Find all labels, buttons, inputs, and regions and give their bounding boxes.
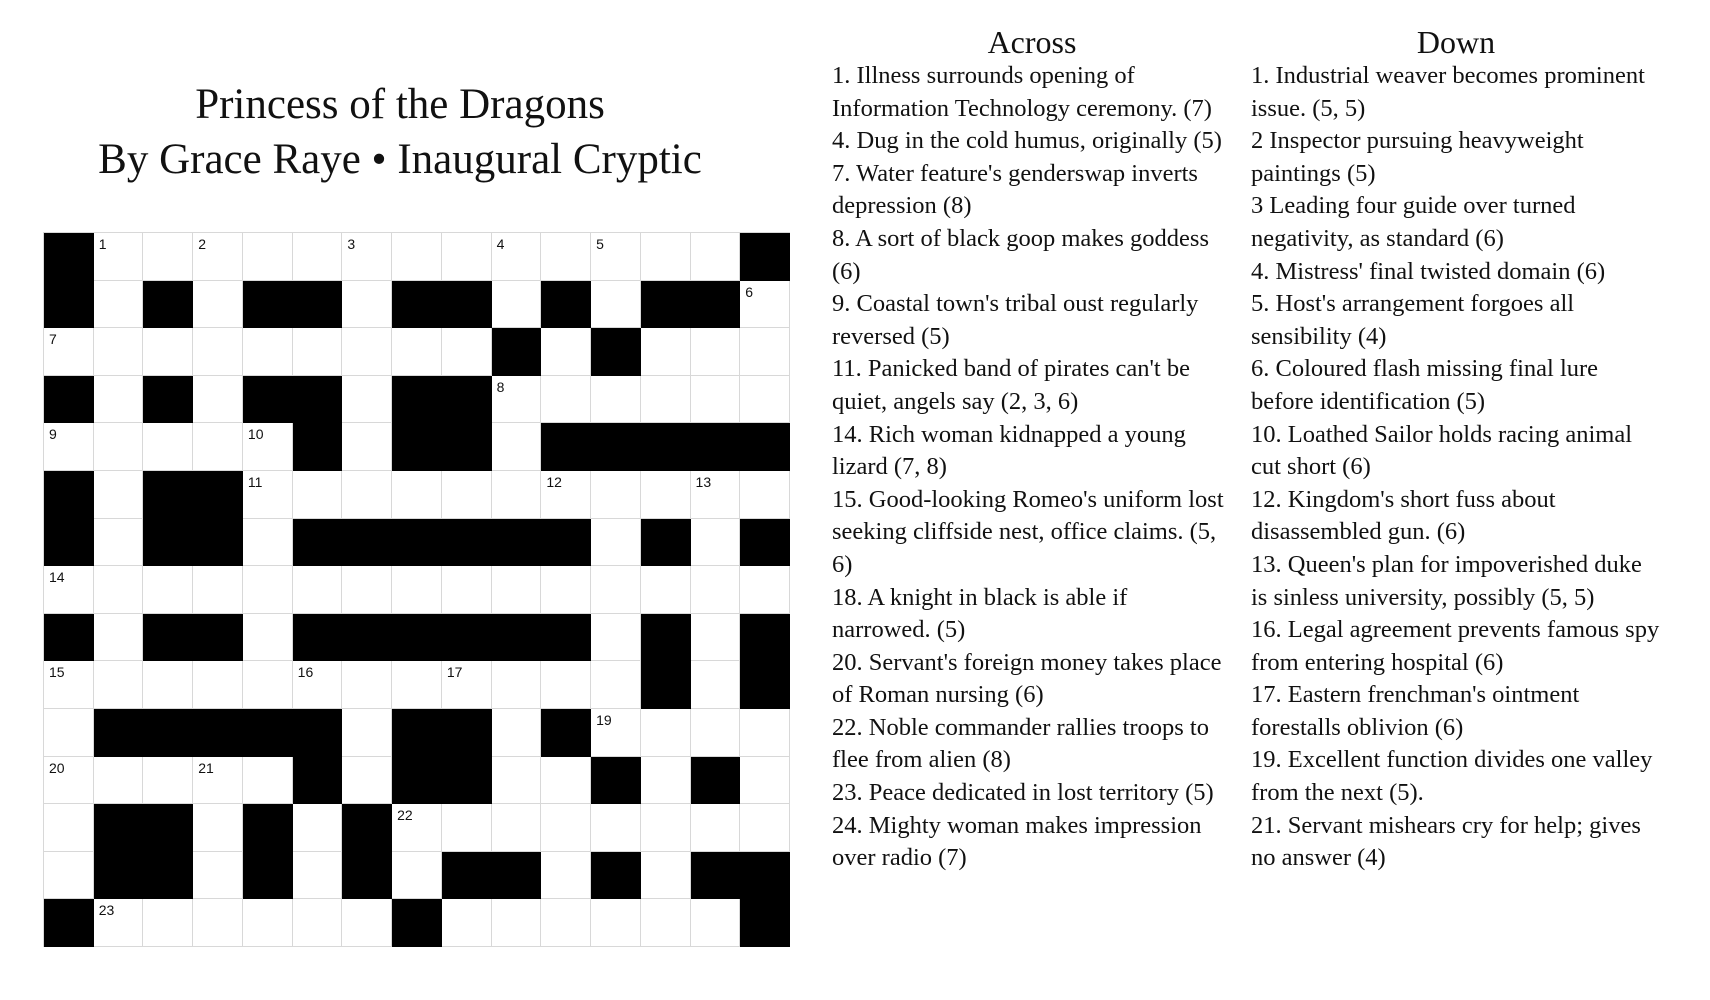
grid-block — [691, 423, 741, 471]
grid-cell[interactable] — [492, 233, 542, 281]
grid-cell[interactable] — [442, 328, 492, 376]
grid-cell[interactable] — [143, 328, 193, 376]
down-clue[interactable]: 16. Legal agreement prevents famous spy from entering hospital (6) — [1251, 616, 1660, 676]
grid-cell[interactable] — [293, 566, 343, 614]
grid-block — [392, 376, 442, 424]
grid-block — [691, 757, 741, 805]
grid-block — [44, 233, 94, 281]
grid-block — [442, 852, 492, 900]
grid-cell[interactable] — [442, 804, 492, 852]
grid-cell[interactable] — [44, 804, 94, 852]
grid-block — [143, 519, 193, 567]
grid-cell[interactable] — [691, 804, 741, 852]
grid-block — [541, 281, 591, 329]
grid-block — [442, 423, 492, 471]
grid-block — [94, 852, 144, 900]
grid-cell[interactable] — [641, 471, 691, 519]
grid-cell[interactable] — [392, 233, 442, 281]
grid-cell[interactable] — [492, 423, 542, 471]
across-clue[interactable]: 18. A knight in black is able if narrowed. (5) — [832, 583, 1128, 644]
grid-cell[interactable] — [342, 661, 392, 709]
grid-cell[interactable] — [541, 757, 591, 805]
grid-block — [492, 328, 542, 376]
grid-cell[interactable] — [392, 804, 442, 852]
grid-block — [691, 281, 741, 329]
grid-cell[interactable] — [342, 709, 392, 757]
grid-cell[interactable] — [591, 661, 641, 709]
grid-block — [193, 614, 243, 662]
grid-cell[interactable] — [342, 757, 392, 805]
clue-number: 16 — [297, 664, 314, 681]
grid-block — [293, 614, 343, 662]
grid-cell[interactable] — [392, 471, 442, 519]
grid-cell[interactable] — [243, 757, 293, 805]
grid-block — [392, 423, 442, 471]
grid-cell[interactable] — [541, 899, 591, 947]
grid-cell[interactable] — [342, 471, 392, 519]
across-clue[interactable]: 8. A sort of black goop makes goddess (6) — [832, 224, 1209, 285]
grid-cell[interactable] — [442, 471, 492, 519]
grid-cell[interactable] — [143, 423, 193, 471]
grid-block — [143, 804, 193, 852]
grid-cell[interactable] — [193, 328, 243, 376]
grid-cell[interactable] — [392, 566, 442, 614]
grid-cell[interactable] — [591, 471, 641, 519]
grid-block — [492, 519, 542, 567]
grid-block — [641, 661, 691, 709]
grid-block — [392, 281, 442, 329]
grid-cell[interactable] — [193, 899, 243, 947]
clue-number: 23 — [98, 902, 115, 919]
grid-block — [143, 709, 193, 757]
grid-cell[interactable] — [44, 757, 94, 805]
grid-cell[interactable] — [492, 709, 542, 757]
grid-cell[interactable] — [243, 566, 293, 614]
grid-cell[interactable] — [591, 376, 641, 424]
grid-block — [591, 852, 641, 900]
grid-block — [193, 709, 243, 757]
grid-cell[interactable] — [641, 757, 691, 805]
grid-cell[interactable] — [243, 614, 293, 662]
grid-cell[interactable] — [691, 566, 741, 614]
grid-block — [541, 709, 591, 757]
grid-block — [392, 757, 442, 805]
grid-block — [193, 519, 243, 567]
grid-block — [94, 804, 144, 852]
grid-block — [740, 661, 790, 709]
down-clue[interactable]: 13. Queen's plan for impoverished duke is sinless university, possibly (5, 5) — [1251, 550, 1642, 611]
grid-block — [591, 328, 641, 376]
grid-block — [243, 804, 293, 852]
across-clue[interactable]: 14. Rich woman kidnapped a young lizard (7, 8) — [832, 420, 1186, 481]
grid-cell[interactable] — [243, 423, 293, 471]
grid-cell[interactable] — [442, 899, 492, 947]
crossword-grid — [43, 232, 790, 947]
down-clues-panel — [1251, 24, 1661, 875]
clue-number: 22 — [397, 807, 413, 824]
clue-number: 17 — [446, 664, 463, 681]
grid-cell[interactable] — [293, 852, 343, 900]
grid-cell[interactable] — [591, 614, 641, 662]
clue-number: 3 — [347, 236, 356, 252]
puzzle-title: Princess of the Dragons — [195, 81, 605, 128]
grid-cell[interactable] — [541, 376, 591, 424]
across-clue[interactable]: 9. Coastal town's tribal oust regularly reversed (5) — [832, 290, 1199, 350]
grid-cell[interactable] — [342, 566, 392, 614]
clue-number: 14 — [49, 569, 65, 586]
grid-cell[interactable] — [94, 519, 144, 567]
grid-cell[interactable] — [94, 423, 144, 471]
grid-cell[interactable] — [641, 852, 691, 900]
across-clue-list — [832, 60, 1232, 875]
across-clue[interactable]: 20. Servant's foreign money takes place of Roman nursing (6) — [832, 648, 1222, 709]
grid-cell[interactable] — [243, 471, 293, 519]
grid-block — [143, 281, 193, 329]
down-clue[interactable]: 5. Host's arrangement forgoes all sensibility (4) — [1251, 290, 1575, 350]
grid-block — [740, 852, 790, 900]
grid-cell[interactable] — [193, 757, 243, 805]
grid-block — [641, 281, 691, 329]
across-clue[interactable]: 1. Illness surrounds opening of Information Technology ceremony. (7) — [832, 62, 1212, 122]
grid-cell[interactable] — [591, 233, 641, 281]
grid-cell[interactable] — [94, 471, 144, 519]
down-clue[interactable]: 17. Eastern frenchman's ointment forestalls oblivion (6) — [1251, 681, 1580, 741]
clue-number: 4 — [496, 236, 505, 252]
grid-block — [740, 423, 790, 471]
grid-cell[interactable] — [691, 899, 741, 947]
grid-block — [442, 709, 492, 757]
grid-block — [392, 519, 442, 567]
grid-cell[interactable] — [541, 471, 591, 519]
grid-cell[interactable] — [94, 661, 144, 709]
grid-block — [591, 423, 641, 471]
grid-cell[interactable] — [541, 566, 591, 614]
grid-block — [44, 519, 94, 567]
grid-cell[interactable] — [392, 328, 442, 376]
grid-block — [44, 899, 94, 947]
down-heading: Down — [1416, 24, 1496, 60]
grid-cell[interactable] — [44, 423, 94, 471]
across-clue[interactable]: 24. Mighty woman makes impression over radio (7) — [832, 811, 1202, 872]
grid-block — [442, 614, 492, 662]
grid-cell[interactable] — [691, 614, 741, 662]
grid-block — [243, 709, 293, 757]
grid-block — [293, 519, 343, 567]
down-clue[interactable]: 1. Industrial weaver becomes prominent issue. (5, 5) — [1251, 62, 1645, 122]
across-clue[interactable]: 11. Panicked band of pirates can't be quiet, angels say (2, 3, 6) — [832, 355, 1190, 415]
grid-cell[interactable] — [541, 661, 591, 709]
down-clue[interactable]: 2 Inspector pursuing heavyweight paintings (5) — [1251, 127, 1584, 187]
across-heading: Across — [987, 24, 1077, 60]
grid-block — [392, 709, 442, 757]
grid-block — [740, 899, 790, 947]
grid-cell[interactable] — [293, 661, 343, 709]
grid-block — [641, 519, 691, 567]
grid-cell[interactable] — [293, 899, 343, 947]
grid-cell[interactable] — [193, 804, 243, 852]
grid-block — [44, 281, 94, 329]
clue-number: 5 — [596, 236, 604, 252]
grid-block — [293, 757, 343, 805]
grid-cell[interactable] — [492, 471, 542, 519]
grid-cell[interactable] — [342, 899, 392, 947]
grid-cell[interactable] — [342, 328, 392, 376]
grid-cell[interactable] — [193, 376, 243, 424]
grid-block — [243, 281, 293, 329]
grid-cell[interactable] — [44, 852, 94, 900]
grid-cell[interactable] — [691, 376, 741, 424]
grid-cell[interactable] — [193, 661, 243, 709]
grid-cell[interactable] — [94, 899, 144, 947]
grid-cell[interactable] — [691, 519, 741, 567]
grid-cell[interactable] — [193, 281, 243, 329]
grid-cell[interactable] — [143, 757, 193, 805]
grid-block — [392, 614, 442, 662]
grid-block — [342, 519, 392, 567]
clue-number: 13 — [695, 473, 712, 490]
clue-number: 7 — [49, 331, 57, 348]
grid-block — [342, 804, 392, 852]
grid-cell[interactable] — [392, 661, 442, 709]
grid-cell[interactable] — [541, 852, 591, 900]
grid-block — [492, 614, 542, 662]
grid-cell[interactable] — [193, 233, 243, 281]
grid-cell[interactable] — [143, 233, 193, 281]
grid-cell[interactable] — [392, 852, 442, 900]
grid-block — [293, 376, 343, 424]
grid-cell[interactable] — [94, 328, 144, 376]
across-clue[interactable]: 15. Good-looking Romeo's uniform lost seeking cliffside nest, office claims. (5, 6) — [832, 485, 1224, 578]
grid-cell[interactable] — [342, 423, 392, 471]
grid-block — [641, 614, 691, 662]
grid-cell[interactable] — [243, 233, 293, 281]
grid-cell[interactable] — [740, 757, 790, 805]
grid-cell[interactable] — [44, 566, 94, 614]
grid-cell[interactable] — [94, 757, 144, 805]
down-clue[interactable]: 4. Mistress' final twisted domain (6) — [1251, 257, 1606, 285]
grid-cell[interactable] — [143, 661, 193, 709]
grid-block — [442, 376, 492, 424]
grid-cell[interactable] — [591, 804, 641, 852]
grid-cell[interactable] — [44, 661, 94, 709]
grid-block — [293, 281, 343, 329]
grid-cell[interactable] — [691, 709, 741, 757]
grid-cell[interactable] — [143, 899, 193, 947]
down-clue[interactable]: 10. Loathed Sailor holds racing animal cut short (6) — [1251, 420, 1633, 481]
grid-cell[interactable] — [641, 376, 691, 424]
clue-number: 12 — [546, 473, 562, 490]
grid-cell[interactable] — [492, 566, 542, 614]
grid-cell[interactable] — [541, 328, 591, 376]
grid-cell[interactable] — [293, 471, 343, 519]
grid-cell[interactable] — [94, 376, 144, 424]
grid-cell[interactable] — [492, 804, 542, 852]
grid-cell[interactable] — [492, 281, 542, 329]
grid-cell[interactable] — [193, 852, 243, 900]
across-clue[interactable]: 4. Dug in the cold humus, originally (5) — [832, 127, 1222, 155]
grid-cell[interactable] — [591, 281, 641, 329]
grid-cell[interactable] — [591, 566, 641, 614]
grid-cell[interactable] — [691, 233, 741, 281]
grid-cell[interactable] — [492, 661, 542, 709]
grid-cell[interactable] — [293, 233, 343, 281]
grid-block — [740, 519, 790, 567]
across-clues-panel — [832, 24, 1232, 875]
grid-cell[interactable] — [740, 709, 790, 757]
grid-block — [94, 709, 144, 757]
grid-block — [641, 423, 691, 471]
grid-block — [442, 757, 492, 805]
grid-block — [243, 376, 293, 424]
grid-cell[interactable] — [342, 233, 392, 281]
grid-cell[interactable] — [541, 233, 591, 281]
grid-block — [44, 376, 94, 424]
puzzle-byline: By Grace Raye • Inaugural Cryptic — [98, 136, 702, 183]
down-clue[interactable]: 21. Servant mishears cry for help; gives no answer (4) — [1251, 811, 1641, 872]
grid-cell[interactable] — [641, 899, 691, 947]
grid-cell[interactable] — [740, 566, 790, 614]
grid-block — [44, 614, 94, 662]
grid-block — [293, 709, 343, 757]
grid-cell[interactable] — [342, 281, 392, 329]
grid-cell[interactable] — [492, 757, 542, 805]
grid-block — [691, 852, 741, 900]
grid-cell[interactable] — [143, 566, 193, 614]
grid-cell[interactable] — [740, 471, 790, 519]
clue-number: 19 — [596, 711, 612, 728]
grid-block — [591, 757, 641, 805]
grid-block — [541, 519, 591, 567]
grid-block — [342, 852, 392, 900]
grid-cell[interactable] — [243, 328, 293, 376]
grid-cell[interactable] — [243, 519, 293, 567]
grid-cell[interactable] — [740, 328, 790, 376]
clue-number: 2 — [198, 236, 206, 252]
across-clue[interactable]: 22. Noble commander rallies troops to flee from alien (8) — [832, 713, 1209, 774]
down-clue[interactable]: 3 Leading four guide over turned negativity, as standard (6) — [1251, 192, 1576, 252]
grid-block — [541, 423, 591, 471]
clue-number: 6 — [745, 283, 754, 300]
grid-cell[interactable] — [442, 661, 492, 709]
grid-cell[interactable] — [94, 281, 144, 329]
grid-block — [342, 614, 392, 662]
grid-cell[interactable] — [193, 423, 243, 471]
grid-cell[interactable] — [691, 471, 741, 519]
clue-number: 8 — [496, 378, 505, 395]
grid-block — [740, 233, 790, 281]
down-clue[interactable]: 19. Excellent function divides one valley from the next (5). — [1251, 746, 1653, 807]
grid-cell[interactable] — [94, 233, 144, 281]
grid-block — [541, 614, 591, 662]
grid-block — [143, 852, 193, 900]
grid-cell[interactable] — [94, 566, 144, 614]
clue-number: 11 — [247, 473, 263, 490]
clue-number: 10 — [247, 426, 264, 443]
grid-block — [392, 899, 442, 947]
grid-block — [740, 614, 790, 662]
down-clue[interactable]: 12. Kingdom's short fuss about disassembled gun. (6) — [1251, 485, 1556, 546]
grid-block — [143, 376, 193, 424]
grid-cell[interactable] — [591, 899, 641, 947]
grid-block — [442, 281, 492, 329]
grid-cell[interactable] — [94, 614, 144, 662]
grid-block — [492, 852, 542, 900]
grid-block — [44, 471, 94, 519]
clue-number: 9 — [49, 426, 57, 443]
clue-number: 1 — [98, 236, 107, 252]
grid-cell[interactable] — [641, 709, 691, 757]
grid-block — [243, 852, 293, 900]
grid-block — [293, 423, 343, 471]
grid-cell[interactable] — [492, 899, 542, 947]
grid-cell[interactable] — [293, 804, 343, 852]
grid-cell[interactable] — [342, 376, 392, 424]
grid-cell[interactable] — [641, 233, 691, 281]
grid-cell[interactable] — [442, 566, 492, 614]
grid-cell[interactable] — [591, 709, 641, 757]
grid-block — [193, 471, 243, 519]
down-clue[interactable]: 6. Coloured flash missing final lure before identification (5) — [1251, 355, 1599, 415]
across-clue[interactable]: 7. Water feature's genderswap inverts depression (8) — [832, 159, 1198, 220]
clue-number: 20 — [49, 759, 65, 776]
grid-cell[interactable] — [293, 328, 343, 376]
grid-cell[interactable] — [492, 376, 542, 424]
clue-number: 21 — [198, 759, 214, 776]
grid-cell[interactable] — [740, 804, 790, 852]
grid-block — [442, 519, 492, 567]
grid-cell[interactable] — [691, 328, 741, 376]
grid-cell[interactable] — [641, 328, 691, 376]
across-clue[interactable]: 23. Peace dedicated in lost territory (5) — [832, 779, 1214, 807]
clue-number: 15 — [49, 664, 65, 681]
down-clue-list — [1251, 60, 1661, 875]
grid-cell[interactable] — [740, 376, 790, 424]
grid-cell[interactable] — [691, 661, 741, 709]
grid-cell[interactable] — [442, 233, 492, 281]
grid-cell[interactable] — [740, 281, 790, 329]
grid-cell[interactable] — [541, 804, 591, 852]
grid-block — [143, 614, 193, 662]
grid-cell[interactable] — [193, 566, 243, 614]
grid-cell[interactable] — [44, 328, 94, 376]
grid-cell[interactable] — [641, 566, 691, 614]
grid-cell[interactable] — [591, 519, 641, 567]
grid-cell[interactable] — [243, 661, 293, 709]
grid-block — [143, 471, 193, 519]
grid-cell[interactable] — [243, 899, 293, 947]
grid-cell[interactable] — [641, 804, 691, 852]
grid-cell[interactable] — [44, 709, 94, 757]
